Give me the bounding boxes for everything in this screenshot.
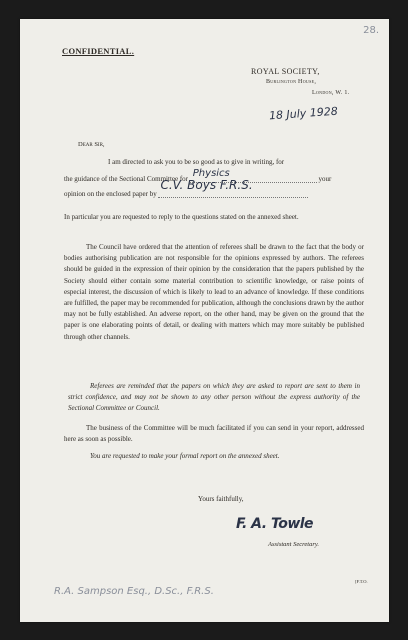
folio-number: 28.: [363, 25, 379, 36]
signature: F. A. Towle: [236, 516, 314, 532]
paragraph-reminder: Referees are reminded that the papers on which they are asked to report are sent to them in strict confidence, and may not be shown to any other person without the express authority of the Sectional Committee or Council.: [68, 382, 360, 413]
confidential-heading: CONFIDENTIAL.: [62, 46, 135, 56]
pencil-addressee: R.A. Sampson Esq., D.Sc., F.R.S.: [54, 586, 214, 597]
paragraph-business: The business of the Committee will be much facilitated if you can send in your report, addressed here as soon as possible.: [64, 424, 364, 444]
handwritten-author: C.V. Boys F.R.S.: [160, 178, 253, 192]
handwritten-subject: Physics: [192, 168, 230, 179]
signatory-title: Assistant Secretary.: [268, 541, 320, 548]
handwritten-date: 18 July 1928: [268, 104, 339, 123]
letterhead-address-1: Burlington House,: [266, 79, 317, 85]
paragraph-questions: In particular you are requested to reply to the questions stated on the annexed sheet.: [64, 213, 299, 221]
closing: Yours faithfully,: [198, 495, 244, 503]
request-line-1: I am directed to ask you to be so good as to give in writing, for: [108, 158, 285, 166]
salutation: Dear Sir,: [78, 141, 105, 148]
letter-sheet: [20, 19, 389, 622]
author-field: [158, 178, 308, 198]
request-line-2-end: your: [318, 175, 332, 183]
paragraph-formal: You are requested to make your formal report on the annexed sheet.: [90, 452, 280, 460]
paragraph-council: The Council have ordered that the attention of referees shall be drawn to the fact that the body or bodies authorising publication are not responsible for the opinions expressed by authors. The referees should be guided in the expression of their opinion by the consideration that the papers published by the Society should either contain some material contribution to scientific knowledge, or raise points of especial interest, the discussion of which is likely to lead to an advance of knowledge. If these conditions are fulfilled, the paper may be recommended for publication, although the conclusions drawn by the author may not be fully established. An adverse report, on the other hand, may be given on the ground that the paper is one elaborating points of detail, or dealing with matters which may more suitably be published through other channels.: [64, 243, 364, 341]
letterhead-org: ROYAL SOCIETY,: [251, 67, 320, 76]
request-line-3-start: opinion on the enclosed paper by: [64, 190, 157, 198]
request-line-2-start: the guidance of the Sectional Committee for: [64, 175, 189, 183]
letterhead-address-2: London, W. 1.: [312, 90, 350, 96]
printer-code: [F.T.O.: [355, 579, 368, 584]
